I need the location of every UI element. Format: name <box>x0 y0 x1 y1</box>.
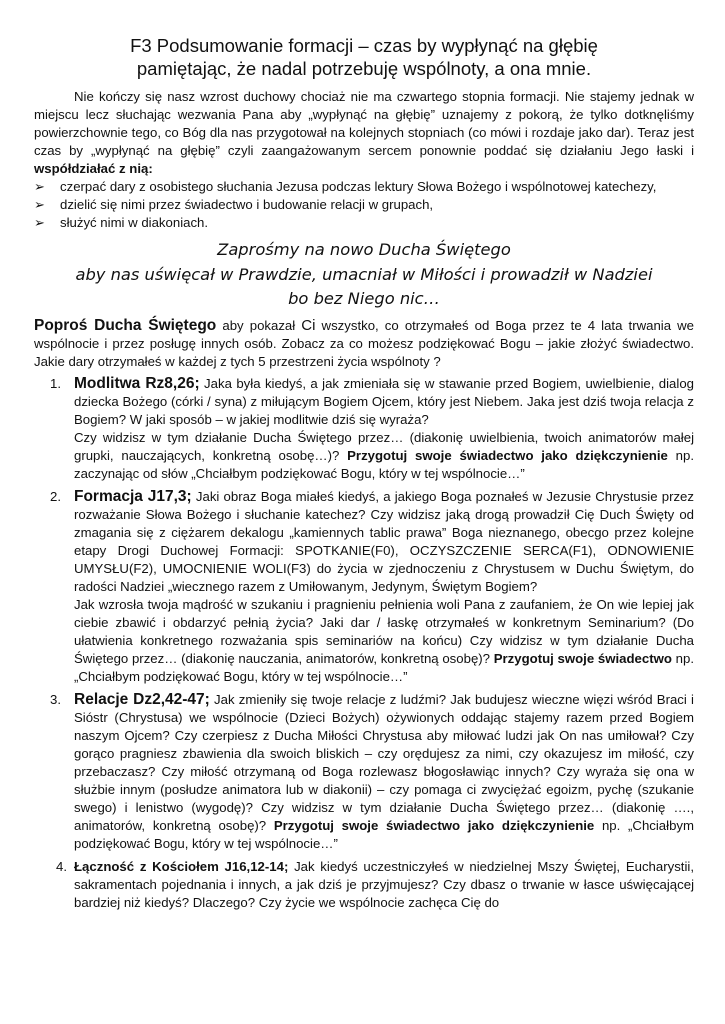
motto-line-3: bo bez Niego nic… <box>288 289 440 308</box>
motto-line-2: aby nas uświęcał w Prawdzie, umacniał w Miłości i prowadził w Nadziei <box>75 264 653 284</box>
reflection-list <box>34 375 694 912</box>
bullet-item: ➢ dzielić się nimi przez świadectwo i budowanie relacji w grupach, <box>34 197 434 212</box>
list-item: 2. Formacja J17,3; Jaki obraz Boga miałeś kiedyś, a jakiego Boga poznałeś w Jezusie Chrystusie przez rozważanie Słowa Bożego i słuchanie katechez? Czy widzisz jaką drogą prowadził Cię Duch Święty od zmagania się z ciężarem dekalogu „kamiennych tablic prawa” Boga nieznanego, obecgo przez kolejne etapy Drogi Duchowej Formacji: SPOTKANIE(F0), OCZYSZCZENIE SERCA(F1), ODNOWIENIE UMYSŁU(F2), UMOCNIENIE WOLI(F3) do życia w zjednoczeniu z Chrystusem w Duchu Świętym, do radości Nadziei „wiecznego razem z Umiłowanym, Jedynym, Świętym Bogiem? Jak wzrosła twoja mądrość w szukaniu i pragnieniu pełnienia woli Pana z zaufaniem, że On wie lepiej jak ciebie zbawić i obdarzyć pełnią życia? Jaki dar / łaskę otrzymałeś w konkretnym Seminarium? (Do ułatwienia konkretnego rozważania spis seminariów na końcu) Czy widzisz w tym działanie Ducha Świętego przez… (diakonię nauczania, animatorów, konkretną osobę)? Przygotuj swoje świadectwo np. „Chciałbym podziękować Bogu, który w tej wspólnocie…” <box>50 487 694 684</box>
arrow-bullet-icon: ➢ <box>34 197 46 212</box>
bullet-item: ➢ czerpać dary z osobistego słuchania Jezusa podczas lektury Słowa Bożego i wspólnotowej katechezy, <box>34 179 657 194</box>
item-heading: Łączność z Kościołem J16,12-14; <box>74 858 289 874</box>
item-number: 1. <box>50 375 61 391</box>
page-title <box>34 34 694 80</box>
arrow-bullet-icon: ➢ <box>34 215 46 230</box>
item-number: 3. <box>50 691 61 707</box>
intro-bold: współdziałać z nią: <box>34 161 153 176</box>
list-item: 3. Relacje Dz2,42-47; Jak zmieniły się twoje relacje z ludźmi? Jak budujesz wieczne więzi wśród Braci i Sióstr (Chrystusa) we wspólnocie (Dzieci Bożych) ożywionych oddając stajemy razem przed Bogiem naszym Ojcem? Czy czerpiesz z Ducha Miłości Chrystusa aby miłować ludzi jak On nas umiłował? Czy gorąco pragniesz zbawienia dla swoich bliskich – czy orędujesz za nimi, czy okazujesz im miłość, czy przebaczasz? Czy miłość otrzymaną od Boga rozlewasz błogosławiąc innych? Czy wyraża się ona w służbie innym (posłudze animatora lub w diakonii) – czy pomaga ci zwyciężać egoizm, pychę (szukanie swego) i lenistwo (wygodę)? Czy widzisz w tym działanie Ducha Świętego przez… (diakonię …., animatorów, konkretną osobę)? Przygotuj swoje świadectwo jako dziękczynienie np. „Chciałbym podziękować Bogu, który w tej wspólnocie…” <box>50 690 694 851</box>
title-line-2: pamiętając, że nadal potrzebuję wspólnoty, a ona mnie. <box>136 58 592 79</box>
list-item: 4. Łączność z Kościołem J16,12-14; Jak kiedyś uczestniczyłeś w niedzielnej Mszy Świętej, Eucharystii, sakramentach pojednania i innych, a jak dziś je przyjmujesz? Czy dbasz o trwanie w łasce uświęcającej bardziej niż kiedyś? Dlaczego? Czy życie we wspólnocie zachęca Cię do <box>56 858 694 910</box>
motto-line-1: Zaprośmy na nowo Ducha Świętego <box>217 240 511 259</box>
intro-text: Nie kończy się nasz wzrost duchowy chociaż nie ma czwartego stopnia formacji. Nie stajemy jednak w miejscu lecz słuchając wezwania Pana aby „wypłynąć na głębię” uznajemy z pokorą, że tylko dotknęliśmy powierzchownie tego, co Bóg dla nas przygotował na kolejnych stopniach (co mówi i rozdaje jako dar). Teraz jest czas by „wypłynąć na głębię” czyli zaangażowanym sercem ponownie poddać się działaniu Jego łaski i <box>34 89 694 158</box>
bullet-item: ➢ służyć nimi w diakoniach. <box>34 215 209 230</box>
intro-paragraph <box>34 88 694 178</box>
item-heading: Modlitwa Rz8,26; <box>74 374 200 392</box>
bullet-list <box>34 178 694 232</box>
item-heading: Relacje Dz2,42-47; <box>74 690 210 708</box>
ask-lead: Poproś Ducha Świętego <box>34 316 217 334</box>
item-number: 2. <box>50 488 61 504</box>
ask-paragraph: Poproś Ducha Świętego aby pokazał Ci wszystko, co otrzymałeś od Boga przez te 4 lata trwania we wspólnocie i przez posługę innych osób. Zobacz za co możesz podziękować Bogu – jakie złożyć świadectwo. Jakie dary otrzymałeś w każdej z tych 5 przestrzeni życia wspólnoty ? <box>34 316 694 369</box>
document-page <box>34 34 694 917</box>
arrow-bullet-icon: ➢ <box>34 179 46 194</box>
list-item: 1. Modlitwa Rz8,26; Jaka była kiedyś, a jak zmieniała się w stawanie przed Bogiem, uwielbienie, dialog dziecka Bożego (córki / syna) z miłującym Bogiem Ojcem, który jest Niebem. Jaka jest dziś twoja relacja z Bogiem? W jaki sposób – w jakiej modlitwie dziś się wyraża? Czy widzisz w tym działanie Ducha Świętego przez… (diakonię uwielbienia, twoich animatorów małej grupki, nauczających, konkretną osobę…)? Przygotuj swoje świadectwo jako dziękczynienie np. zaczynając od słów „Chciałbym podziękować Bogu, który w tej wspólnocie…” <box>50 374 694 481</box>
title-line-1: F3 Podsumowanie formacji – czas by wypłynąć na głębię <box>130 35 598 56</box>
motto <box>34 238 694 312</box>
item-number: 4. <box>56 858 67 874</box>
item-heading: Formacja J17,3; <box>74 487 192 505</box>
